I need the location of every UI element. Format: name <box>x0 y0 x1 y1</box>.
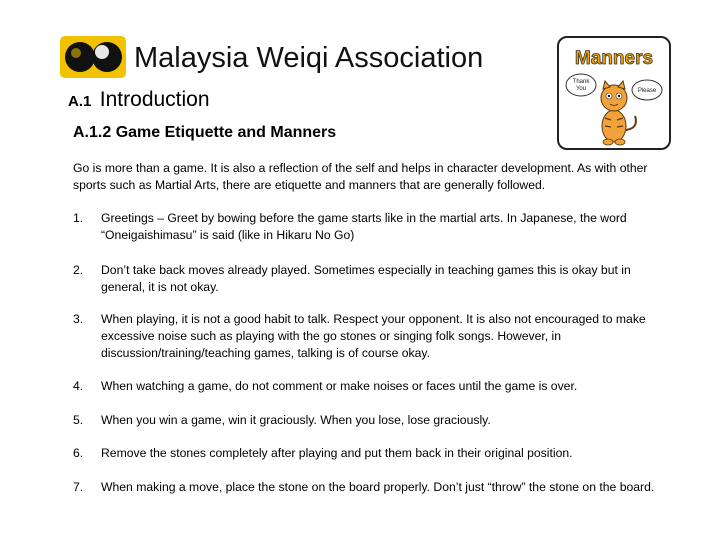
list-item-number: 6. <box>73 446 84 460</box>
list-item-number: 1. <box>73 211 84 225</box>
list-item <box>73 412 663 429</box>
section-number: A.1 <box>68 93 92 110</box>
list-item-text: Don’t take back moves already played. Sometimes especially in teaching games this is okay but in general, it is not okay. <box>101 263 631 294</box>
intro-paragraph: Go is more than a game. It is also a reflection of the self and helps in character development. As with other sports such as Martial Arts, there are etiquette and manners that are generally followed. <box>73 161 648 192</box>
bubble-thank-you: Thank You <box>572 79 590 92</box>
go-stones-logo-icon <box>60 36 126 78</box>
organization-title: Malaysia Weiqi Association <box>134 42 484 74</box>
list-item-number: 2. <box>73 263 84 277</box>
section-heading <box>68 88 210 112</box>
list-item-text: When you win a game, win it graciously. When you lose, lose graciously. <box>101 413 491 427</box>
list-item-text: When playing, it is not a good habit to talk. Respect your opponent. It is also not encouraged to make excessive noise such as playing with the go stones or singing folk songs. However, in discussion/training/teaching games, talking is of course okay. <box>101 312 646 360</box>
list-item <box>73 445 663 462</box>
list-item <box>73 262 663 296</box>
list-item <box>73 479 663 496</box>
list-item-text: Remove the stones completely after playing and put them back in their original position. <box>101 446 573 460</box>
manners-title: Manners <box>574 48 654 69</box>
list-item-text: When making a move, place the stone on the board properly. Don’t just “throw” the stone on the board. <box>101 480 655 494</box>
list-item-number: 4. <box>73 379 84 393</box>
list-item <box>73 378 663 395</box>
list-item-number: 5. <box>73 413 84 427</box>
list-item-text: Greetings – Greet by bowing before the game starts like in the martial arts. In Japanese, the word “Oneigaishimasu” is said (like in Hikaru No Go) <box>101 211 627 242</box>
section-label: Introduction <box>99 88 210 111</box>
list-item-text: When watching a game, do not comment or make noises or faces until the game is over. <box>101 379 578 393</box>
list-item <box>73 210 663 244</box>
list-item-number: 7. <box>73 480 84 494</box>
subsection-heading: A.1.2 Game Etiquette and Manners <box>73 124 337 141</box>
list-item <box>73 311 663 362</box>
manners-illustration <box>557 36 671 150</box>
cartoon-tiger-icon <box>601 81 636 145</box>
list-item-number: 3. <box>73 312 84 326</box>
bubble-please: Please <box>637 88 657 94</box>
